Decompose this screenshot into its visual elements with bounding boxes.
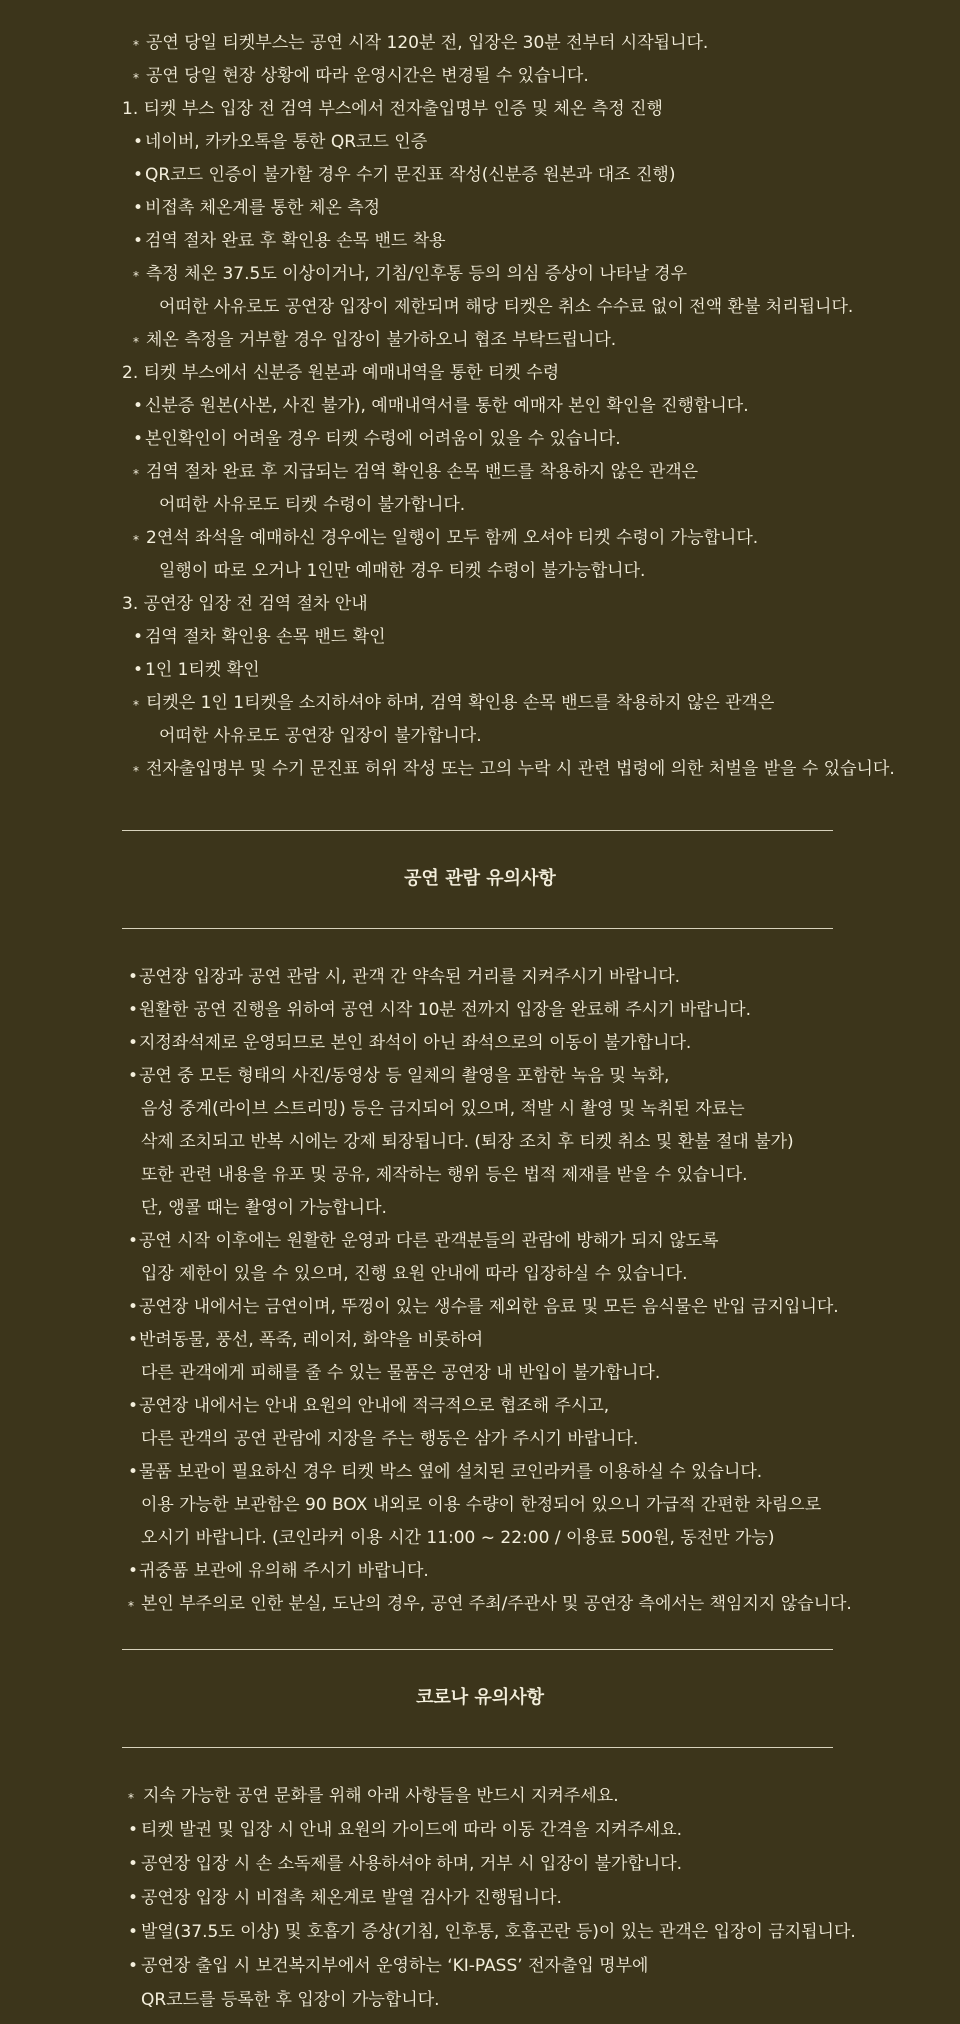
guide-text: 3. 공연장 입장 전 검역 절차 안내 [122, 594, 368, 614]
bullet-icon: • [128, 1396, 139, 1416]
guide-text: 네이버, 카카오톡을 통한 QR코드 인증 [145, 132, 428, 152]
bullet-icon: • [128, 1922, 139, 1942]
asterisk-icon: * [133, 335, 139, 349]
asterisk-icon: * [133, 38, 139, 52]
bullet-icon: • [128, 1231, 139, 1251]
notice-text: 다른 관객에게 피해를 줄 수 있는 물품은 공연장 내 반입이 불가합니다. [141, 1363, 661, 1383]
bullet-icon: • [128, 1820, 139, 1840]
corona-notice [0, 1780, 960, 2018]
guide-text: 체온 측정을 거부할 경우 입장이 불가하오니 협조 부탁드립니다. [146, 330, 617, 350]
guide-text: 신분증 원본(사본, 사진 불가), 예매내역서를 통한 예매자 본인 확인을 진행합니다. [145, 396, 749, 416]
notice-text: 삭제 조치되고 반복 시에는 강제 퇴장됩니다. (퇴장 조치 후 티켓 취소 및 환불 절대 불가) [141, 1132, 794, 1152]
notice-line [0, 1555, 960, 1588]
guide-text: 전자출입명부 및 수기 문진표 허위 작성 또는 고의 누락 시 관련 법령에 의한 처벌을 받을 수 있습니다. [146, 759, 895, 779]
guide-line [0, 192, 960, 225]
divider [122, 830, 833, 831]
notice-line [0, 1258, 960, 1291]
asterisk-icon: * [128, 1599, 134, 1613]
corona-text: 티켓 발권 및 입장 시 안내 요원의 가이드에 따라 이동 간격을 지켜주세요. [141, 1820, 683, 1840]
guide-line [0, 324, 960, 357]
guide-text: 1인 1티켓 확인 [145, 660, 260, 680]
guide-line [0, 159, 960, 192]
divider [122, 928, 833, 929]
corona-line [0, 1882, 960, 1916]
asterisk-icon: * [133, 533, 139, 547]
notice-text: 반려동물, 풍선, 폭죽, 레이저, 화약을 비롯하여 [139, 1330, 484, 1350]
bullet-icon: • [133, 198, 144, 218]
guide-line [0, 720, 960, 753]
bullet-icon: • [128, 967, 139, 987]
guide-text: 2연석 좌석을 예매하신 경우에는 일행이 모두 함께 오셔야 티켓 수령이 가능합니다. [146, 528, 759, 548]
bullet-icon: • [128, 1297, 139, 1317]
guide-line [0, 654, 960, 687]
guide-line [0, 93, 960, 126]
guide-text: 측정 체온 37.5도 이상이거나, 기침/인후통 등의 의심 증상이 나타날 경우 [146, 264, 688, 284]
notice-line [0, 1456, 960, 1489]
notice-text: 이용 가능한 보관함은 90 BOX 내외로 이용 수량이 한정되어 있으니 가급적 간편한 차림으로 [141, 1495, 822, 1515]
guide-line [0, 423, 960, 456]
notice-text: 귀중품 보관에 유의해 주시기 바랍니다. [139, 1561, 429, 1581]
notice-line [0, 1126, 960, 1159]
guide-line [0, 621, 960, 654]
corona-text: QR코드를 등록한 후 입장이 가능합니다. [141, 1990, 440, 2010]
notice-line [0, 1324, 960, 1357]
notice-line [0, 1060, 960, 1093]
guide-text: 공연 당일 현장 상황에 따라 운영시간은 변경될 수 있습니다. [146, 66, 589, 86]
notice-text: 공연 중 모든 형태의 사진/동영상 등 일체의 촬영을 포함한 녹음 및 녹화, [139, 1066, 670, 1086]
guide-text: 공연 당일 티켓부스는 공연 시작 120분 전, 입장은 30분 전부터 시작됩니다. [146, 33, 709, 53]
guide-line [0, 489, 960, 522]
asterisk-icon: * [133, 764, 139, 778]
notice-line [0, 1093, 960, 1126]
guide-line [0, 357, 960, 390]
guide-text: 검역 절차 완료 후 확인용 손목 밴드 착용 [145, 231, 446, 251]
notice-text: 다른 관객의 공연 관람에 지장을 주는 행동은 삼가 주시기 바랍니다. [141, 1429, 639, 1449]
asterisk-icon: * [128, 1791, 134, 1805]
notice-line [0, 1159, 960, 1192]
entry-guide [0, 27, 960, 786]
corona-line [0, 1916, 960, 1950]
bullet-icon: • [128, 1033, 139, 1053]
guide-line [0, 390, 960, 423]
guide-line [0, 687, 960, 720]
bullet-icon: • [128, 1000, 139, 1020]
notice-text: 공연 시작 이후에는 원활한 운영과 다른 관객분들의 관람에 방해가 되지 않도록 [139, 1231, 719, 1251]
notice-line [0, 1423, 960, 1456]
notice-text: 공연장 내에서는 금연이며, 뚜껑이 있는 생수를 제외한 음료 및 모든 음식물은 반입 금지입니다. [139, 1297, 839, 1317]
guide-text: 일행이 따로 오거나 1인만 예매한 경우 티켓 수령이 불가능합니다. [159, 561, 646, 581]
notice-line [0, 1588, 960, 1621]
bullet-icon: • [133, 627, 144, 647]
corona-text: 공연장 입장 시 비접촉 체온계로 발열 검사가 진행됩니다. [141, 1888, 562, 1908]
notice-title: 공연 관람 유의사항 [404, 868, 556, 889]
guide-text: 어떠한 사유로도 공연장 입장이 제한되며 해당 티켓은 취소 수수료 없이 전액 환불 처리됩니다. [159, 297, 854, 317]
asterisk-icon: * [133, 467, 139, 481]
bullet-icon: • [128, 1561, 139, 1581]
corona-text: 공연장 입장 시 손 소독제를 사용하셔야 하며, 거부 시 입장이 불가합니다. [141, 1854, 683, 1874]
divider [122, 1747, 833, 1748]
corona-line [0, 1950, 960, 1984]
bullet-icon: • [133, 165, 144, 185]
asterisk-icon: * [133, 71, 139, 85]
guide-text: 본인확인이 어려울 경우 티켓 수령에 어려움이 있을 수 있습니다. [145, 429, 621, 449]
notice-text: 지정좌석제로 운영되므로 본인 좌석이 아닌 좌석으로의 이동이 불가합니다. [139, 1033, 692, 1053]
bullet-icon: • [128, 1854, 139, 1874]
notice-text: 원활한 공연 진행을 위하여 공연 시작 10분 전까지 입장을 완료해 주시기 바랍니다. [139, 1000, 751, 1020]
guide-text: 어떠한 사유로도 공연장 입장이 불가합니다. [159, 726, 482, 746]
guide-line [0, 522, 960, 555]
guide-line [0, 753, 960, 786]
guide-text: 검역 절차 확인용 손목 밴드 확인 [145, 627, 386, 647]
notice-text: 입장 제한이 있을 수 있으며, 진행 요원 안내에 따라 입장하실 수 있습니다. [141, 1264, 688, 1284]
asterisk-icon: * [133, 698, 139, 712]
guide-text: 어떠한 사유로도 티켓 수령이 불가합니다. [159, 495, 466, 515]
notice-text: 단, 앵콜 때는 촬영이 가능합니다. [141, 1198, 387, 1218]
guide-line [0, 225, 960, 258]
corona-title: 코로나 유의사항 [416, 1687, 544, 1708]
notice-line [0, 994, 960, 1027]
notice-text: 음성 중계(라이브 스트리밍) 등은 금지되어 있으며, 적발 시 촬영 및 녹취된 자료는 [141, 1099, 745, 1119]
bullet-icon: • [128, 1066, 139, 1086]
bullet-icon: • [128, 1956, 139, 1976]
guide-text: QR코드 인증이 불가할 경우 수기 문진표 작성(신분증 원본과 대조 진행) [145, 165, 676, 185]
bullet-icon: • [128, 1888, 139, 1908]
guide-text: 티켓은 1인 1티켓을 소지하셔야 하며, 검역 확인용 손목 밴드를 착용하지 않은 관객은 [146, 693, 775, 713]
bullet-icon: • [128, 1330, 139, 1350]
guide-text: 2. 티켓 부스에서 신분증 원본과 예매내역을 통한 티켓 수령 [122, 363, 560, 383]
notice-line [0, 1291, 960, 1324]
asterisk-icon: * [133, 269, 139, 283]
guide-line [0, 456, 960, 489]
notice-line [0, 1027, 960, 1060]
guide-line [0, 555, 960, 588]
notice-line [0, 1357, 960, 1390]
guide-line [0, 126, 960, 159]
corona-line [0, 1814, 960, 1848]
notice-line [0, 1522, 960, 1555]
notice-line [0, 1390, 960, 1423]
notice-text: 공연장 내에서는 안내 요원의 안내에 적극적으로 협조해 주시고, [139, 1396, 610, 1416]
guide-text: 비접촉 체온계를 통한 체온 측정 [145, 198, 381, 218]
notice-line [0, 1192, 960, 1225]
corona-line [0, 1780, 960, 1814]
corona-text: 발열(37.5도 이상) 및 호흡기 증상(기침, 인후통, 호흡곤란 등)이 있는 관객은 입장이 금지됩니다. [141, 1922, 856, 1942]
notice-text: 또한 관련 내용을 유포 및 공유, 제작하는 행위 등은 법적 제재를 받을 수 있습니다. [141, 1165, 748, 1185]
bullet-icon: • [133, 396, 144, 416]
viewing-notice [0, 961, 960, 1621]
guide-line [0, 291, 960, 324]
notice-text: 물품 보관이 필요하신 경우 티켓 박스 옆에 설치된 코인라커를 이용하실 수 있습니다. [139, 1462, 763, 1482]
notice-text: 오시기 바랍니다. (코인라커 이용 시간 11:00 ~ 22:00 / 이용료 500원, 동전만 가능) [141, 1528, 775, 1548]
notice-text: 공연장 입장과 공연 관람 시, 관객 간 약속된 거리를 지켜주시기 바랍니다. [139, 967, 681, 987]
guide-line [0, 27, 960, 60]
bullet-icon: • [133, 231, 144, 251]
notice-line [0, 1225, 960, 1258]
divider [122, 1649, 833, 1650]
bullet-icon: • [133, 132, 144, 152]
notice-line [0, 961, 960, 994]
corona-line [0, 1984, 960, 2018]
corona-text: 공연장 출입 시 보건복지부에서 운영하는 ‘KI-PASS’ 전자출입 명부에 [141, 1956, 649, 1976]
notice-line [0, 1489, 960, 1522]
guide-line [0, 60, 960, 93]
corona-line [0, 1848, 960, 1882]
bullet-icon: • [128, 1462, 139, 1482]
bullet-icon: • [133, 429, 144, 449]
guide-line [0, 588, 960, 621]
guide-text: 검역 절차 완료 후 지급되는 검역 확인용 손목 밴드를 착용하지 않은 관객은 [146, 462, 699, 482]
corona-text: 지속 가능한 공연 문화를 위해 아래 사항들을 반드시 지켜주세요. [143, 1786, 619, 1806]
notice-text: 본인 부주의로 인한 분실, 도난의 경우, 공연 주최/주관사 및 공연장 측에서는 책임지지 않습니다. [141, 1594, 852, 1614]
guide-line [0, 258, 960, 291]
guide-text: 1. 티켓 부스 입장 전 검역 부스에서 전자출입명부 인증 및 체온 측정 진행 [122, 99, 663, 119]
bullet-icon: • [133, 660, 144, 680]
